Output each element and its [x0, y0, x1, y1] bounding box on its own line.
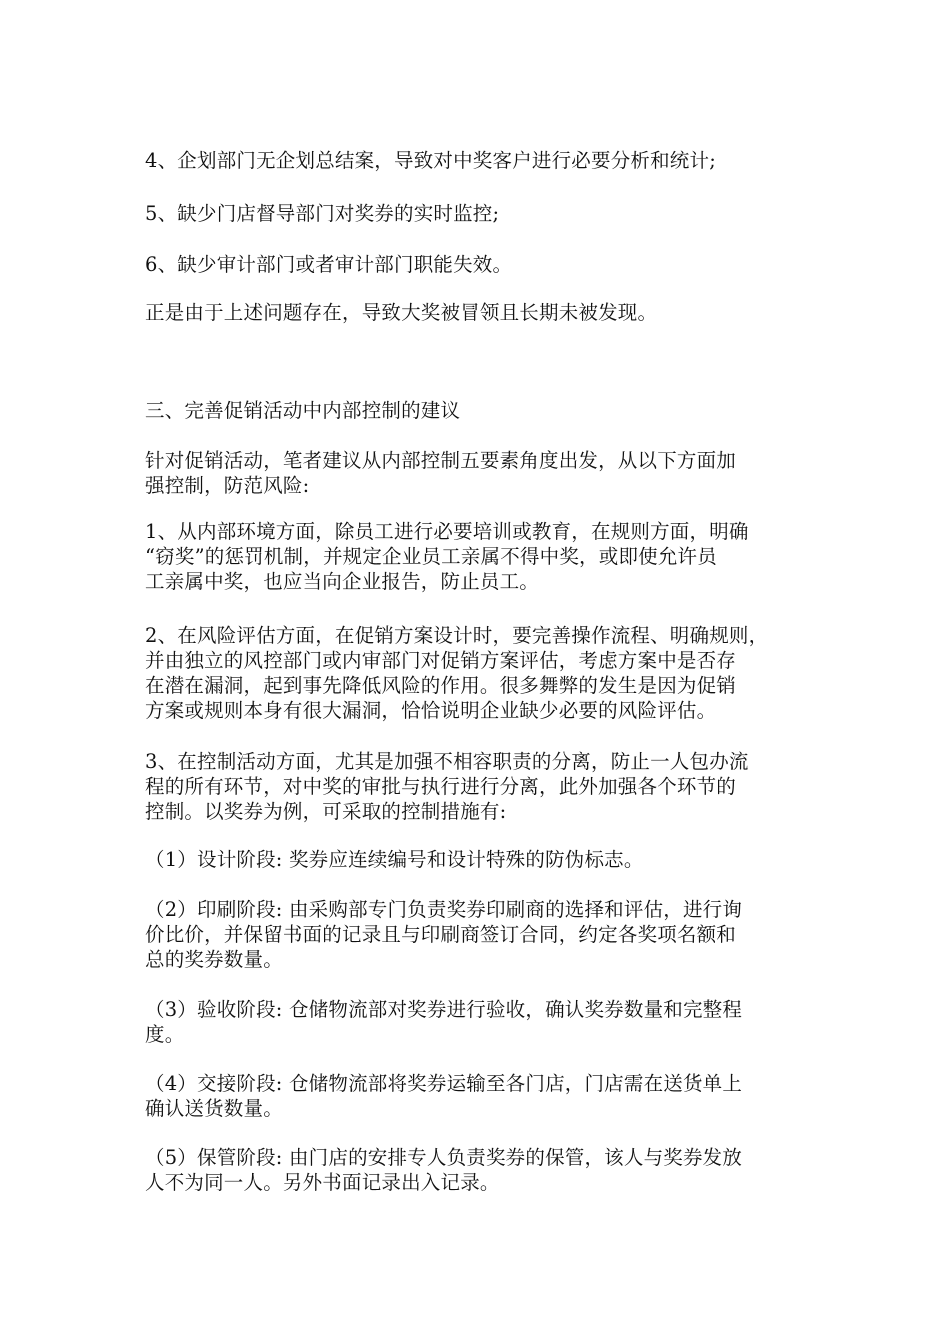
- text-line: 3、在控制活动方面，尤其是加强不相容职责的分离，防止一人包办流: [145, 750, 749, 773]
- text-line: 正是由于上述问题存在，导致大奖被冒领且长期未被发现。: [145, 301, 658, 324]
- section-heading: [145, 398, 813, 423]
- text-line: 工亲属中奖，也应当向企业报告，防止员工。: [145, 570, 540, 593]
- text-line: 针对促销活动，笔者建议从内部控制五要素角度出发，从以下方面加: [145, 449, 737, 472]
- text-line: （3）验收阶段: 仓储物流部对奖券进行验收，确认奖券数量和完整程: [145, 998, 743, 1021]
- stage-3-paragraph: [145, 997, 813, 1047]
- text-line: 在潜在漏洞，起到事先降低风险的作用。很多舞弊的发生是因为促销: [145, 674, 737, 697]
- point-1-paragraph: [145, 519, 813, 594]
- item-5-paragraph: [145, 201, 813, 226]
- conclusion-paragraph: [145, 300, 813, 325]
- text-line: 6、缺少审计部门或者审计部门职能失效。: [145, 253, 513, 276]
- text-line: 人不为同一人。另外书面记录出入记录。: [145, 1171, 500, 1194]
- point-3-paragraph: [145, 749, 813, 824]
- stage-4-paragraph: [145, 1071, 813, 1121]
- text-line: （5）保管阶段: 由门店的安排专人负责奖券的保管，该人与奖券发放: [145, 1146, 743, 1169]
- text-line: 度。: [145, 1023, 185, 1046]
- text-line: “窃奖”的惩罚机制，并规定企业员工亲属不得中奖，或即使允许员: [145, 545, 717, 568]
- stage-5-paragraph: [145, 1145, 813, 1195]
- text-line: （1）设计阶段: 奖券应连续编号和设计特殊的防伪标志。: [145, 848, 644, 871]
- text-line: 控制。以奖券为例，可采取的控制措施有:: [145, 800, 507, 823]
- text-line: 4、企划部门无企划总结案，导致对中奖客户进行必要分析和统计;: [145, 149, 716, 172]
- text-line: 三、完善促销活动中内部控制的建议: [145, 399, 461, 422]
- stage-2-paragraph: [145, 897, 813, 972]
- point-2-paragraph: [145, 623, 813, 723]
- text-line: （4）交接阶段: 仓储物流部将奖券运输至各门店，门店需在送货单上: [145, 1072, 743, 1095]
- text-line: 1、从内部环境方面，除员工进行必要培训或教育，在规则方面，明确: [145, 520, 749, 543]
- stage-1-paragraph: [145, 847, 813, 872]
- text-line: （2）印刷阶段: 由采购部专门负责奖券印刷商的选择和评估，进行询: [145, 898, 743, 921]
- intro-paragraph: [145, 448, 813, 498]
- item-6-paragraph: [145, 252, 813, 277]
- text-line: 确认送货数量。: [145, 1097, 283, 1120]
- text-line: 方案或规则本身有很大漏洞，恰恰说明企业缺少必要的风险评估。: [145, 699, 717, 722]
- text-line: 5、缺少门店督导部门对奖券的实时监控;: [145, 202, 500, 225]
- text-line: 价比价，并保留书面的记录且与印刷商签订合同，约定各奖项名额和: [145, 923, 737, 946]
- text-line: 2、在风险评估方面，在促销方案设计时，要完善操作流程、明确规则，: [145, 624, 769, 647]
- item-4-paragraph: [145, 148, 813, 173]
- text-line: 总的奖券数量。: [145, 948, 283, 971]
- text-line: 强控制，防范风险:: [145, 474, 310, 497]
- text-line: 程的所有环节，对中奖的审批与执行进行分离，此外加强各个环节的: [145, 775, 737, 798]
- text-line: 并由独立的风控部门或内审部门对促销方案评估，考虑方案中是否存: [145, 649, 737, 672]
